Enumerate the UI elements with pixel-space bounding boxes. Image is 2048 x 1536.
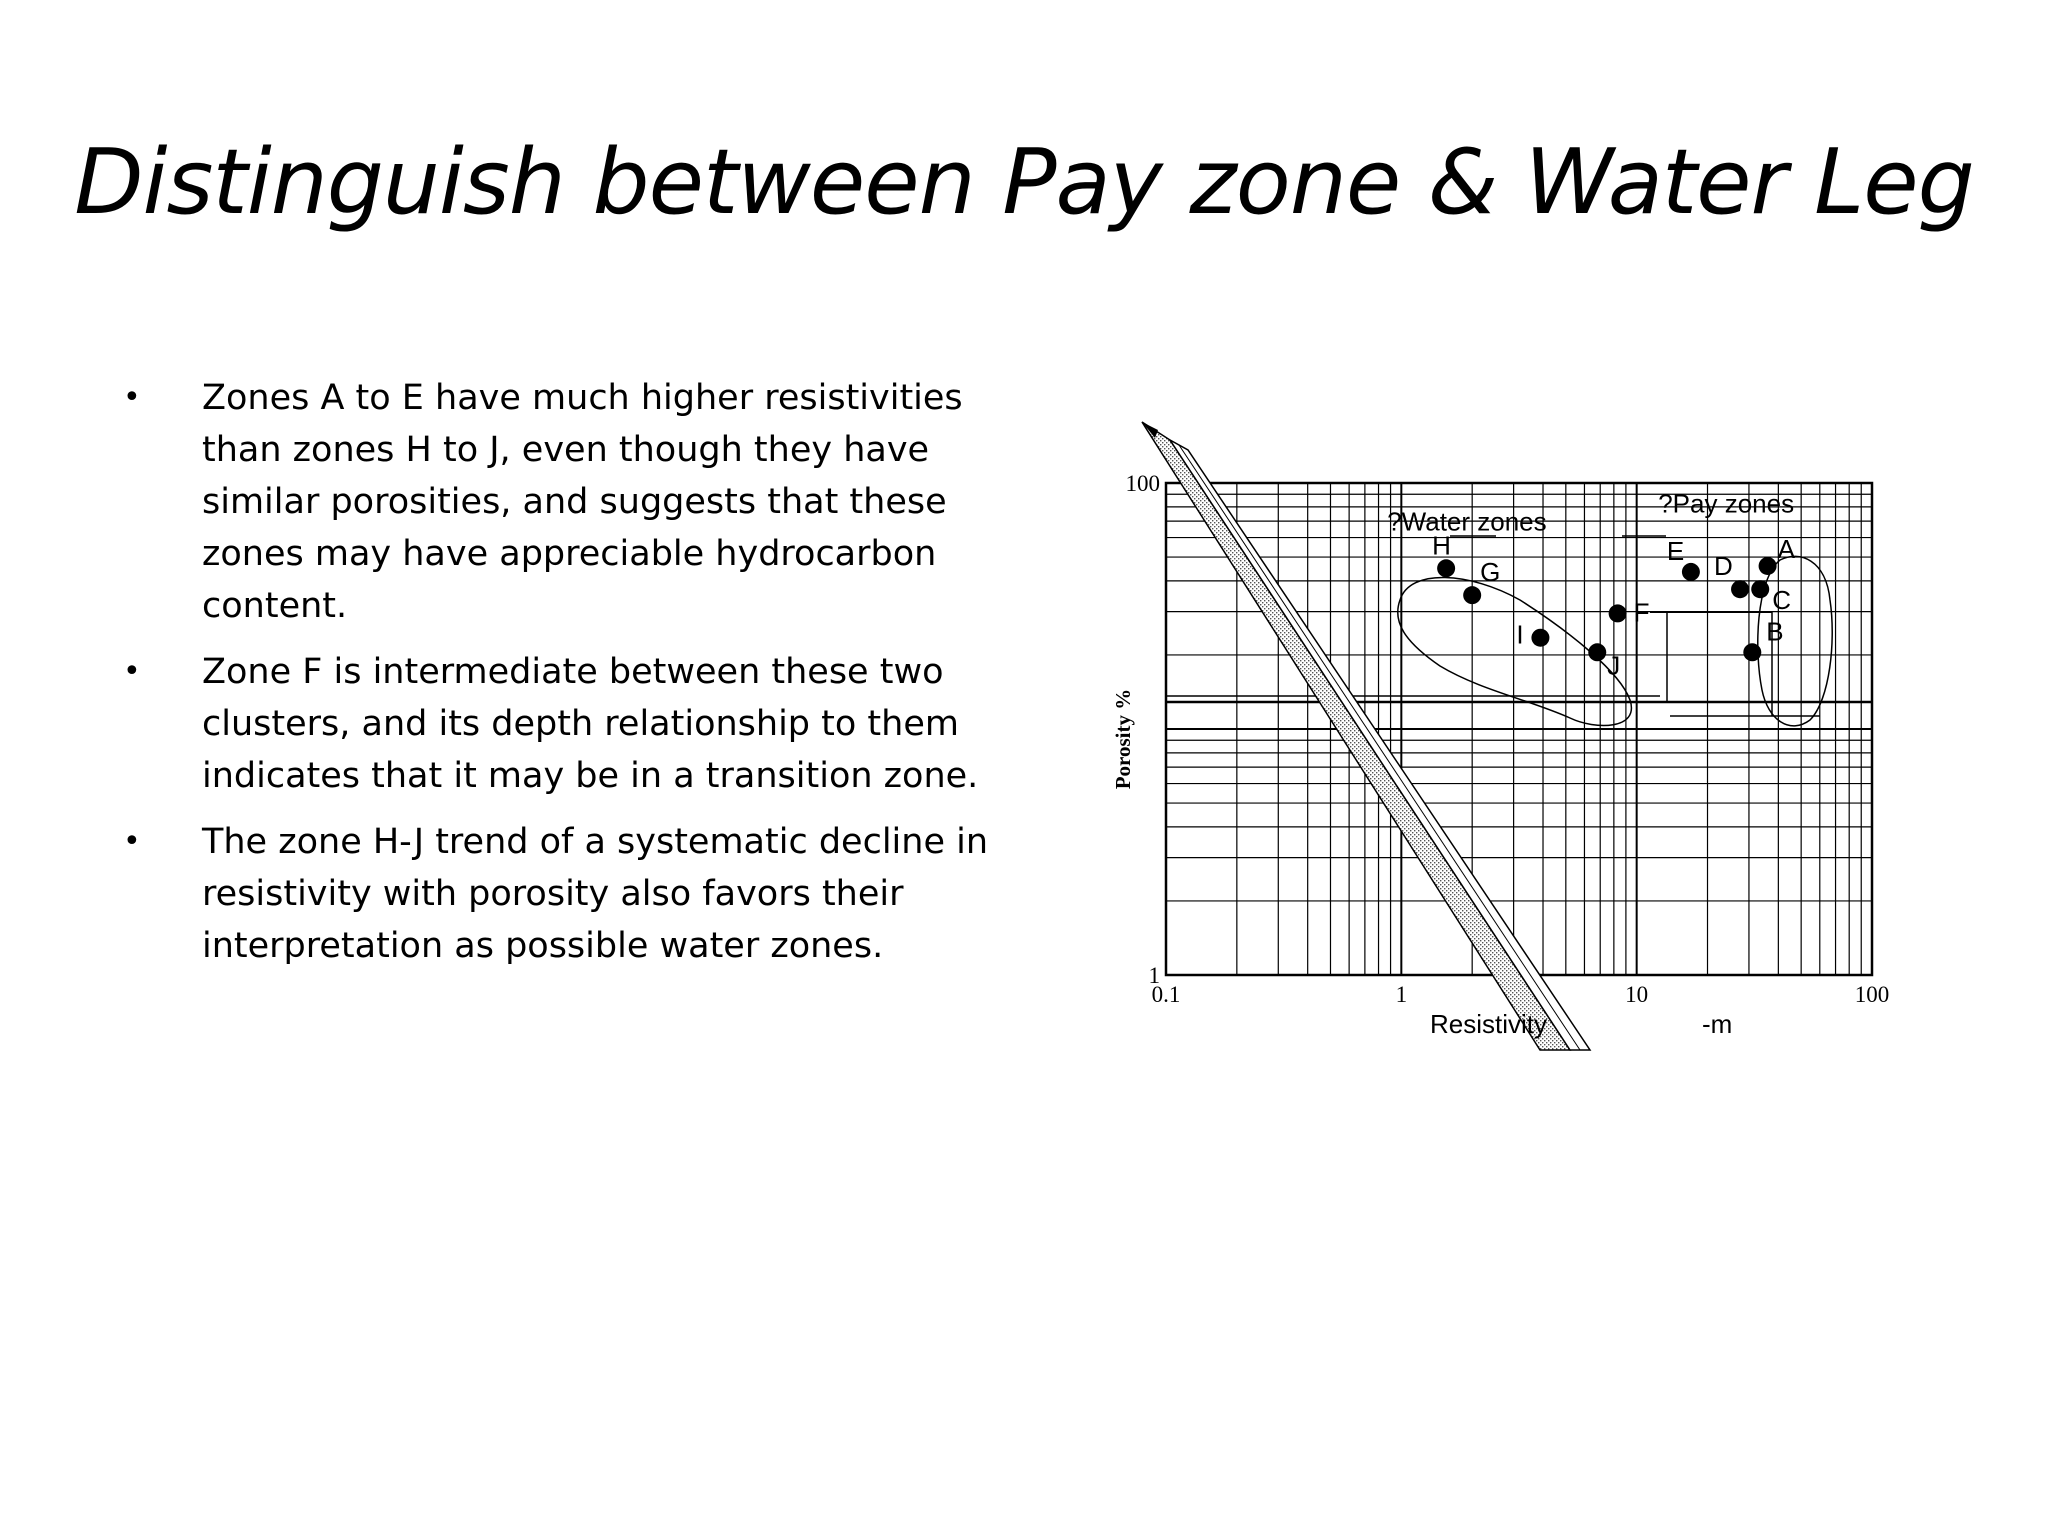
bullet-text: Zone F is intermediate between these two clusters, and its depth relationship to them indicates that it may be in a transition zone. [202, 652, 979, 796]
data-point-b [1743, 643, 1761, 661]
data-point-label: H [1432, 530, 1451, 561]
data-point-label: A [1777, 533, 1795, 564]
data-point-label: I [1516, 619, 1524, 650]
data-point-d [1731, 580, 1749, 598]
y-tick-label: 1 [1148, 963, 1160, 988]
bullet-item [120, 816, 1000, 972]
data-point-label: C [1772, 585, 1792, 616]
x-tick-label: 0.1 [1151, 982, 1181, 1007]
x-axis-unit: -m [1702, 1009, 1733, 1039]
x-tick-label: 100 [1854, 982, 1890, 1007]
bullet-marker: • [123, 380, 141, 415]
x-tick-label: 1 [1395, 982, 1408, 1007]
data-point-c [1751, 580, 1769, 598]
porosity-resistivity-chart [1100, 400, 1940, 1080]
data-point-label: J [1607, 650, 1621, 681]
data-point-a [1759, 557, 1777, 575]
data-point-f [1609, 604, 1627, 622]
data-point-i [1531, 629, 1549, 647]
x-tick-label: 10 [1625, 982, 1649, 1007]
data-point-label: E [1666, 535, 1685, 566]
y-axis-label: Porosity % [1111, 688, 1135, 790]
data-point-g [1463, 586, 1481, 604]
bullet-text: Zones A to E have much higher resistivities than zones H to J, even though they have similar porosities, and suggests that these zones may have appreciable hydrocarbon content. [202, 378, 963, 626]
bullet-item [120, 646, 1000, 802]
water-zones-label: ?Water zones [1387, 506, 1547, 537]
data-point-j [1588, 643, 1606, 661]
pay-zones-label: ?Pay zones [1658, 488, 1795, 519]
bullet-item [120, 372, 1000, 632]
data-point-label: B [1766, 616, 1784, 647]
y-tick-label: 100 [1125, 471, 1160, 496]
data-point-label: D [1714, 551, 1733, 582]
bullet-list [120, 372, 1000, 986]
x-axis-label: Resistivity [1430, 1009, 1548, 1039]
data-point-label: F [1633, 597, 1650, 628]
data-point-label: G [1480, 557, 1501, 588]
bullet-text: The zone H-J trend of a systematic decline in resistivity with porosity also favors their interpretation as possible water zones. [202, 822, 989, 966]
data-point-h [1437, 559, 1455, 577]
data-point-e [1682, 563, 1700, 581]
bullet-marker: • [123, 824, 141, 859]
bullet-marker: • [123, 654, 141, 689]
slide-title: Distinguish between Pay zone & Water Leg [74, 130, 1974, 235]
